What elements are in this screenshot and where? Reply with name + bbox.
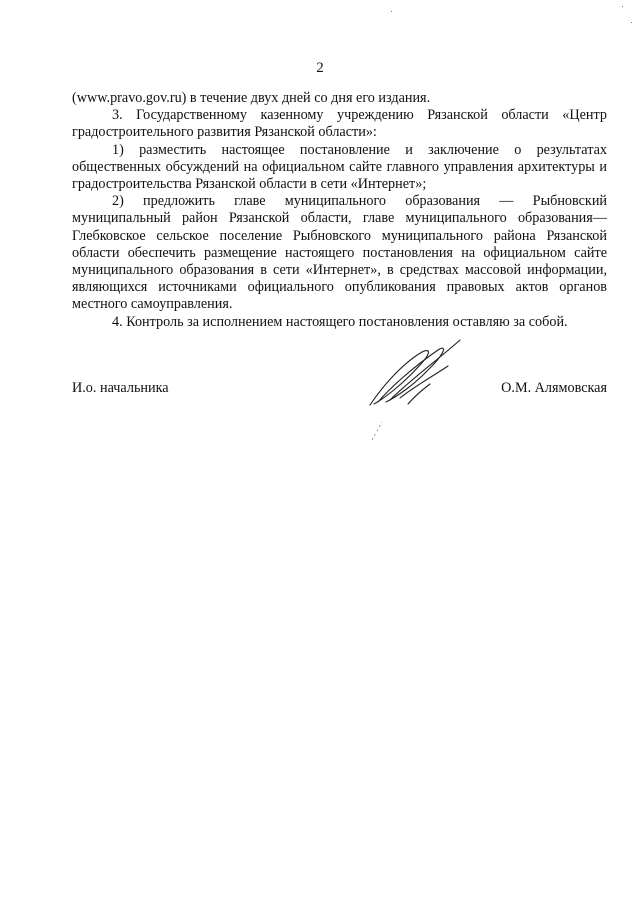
scan-speck xyxy=(631,22,632,23)
paragraph-subitem-1: 1) разместить настоящее постановление и заключение о результатах общественных обсуждений на официальном сайте главного управления архитектуры и градостроительства Рязанской области в сети «Интернет»; xyxy=(72,141,607,193)
scan-speck xyxy=(391,11,392,12)
document-body xyxy=(72,90,607,331)
scan-speck xyxy=(622,6,623,7)
paragraph-continuation: (www.pravo.gov.ru) в течение двух дней со дня его издания. xyxy=(72,90,431,106)
paragraph-subitem-2: 2) предложить главе муниципального образования — Рыбновский муниципальный район Рязанской области, главе муниципального образования— Глебковское сельское поселение Рыбновского муниципального района Рязанской области обеспечить размещение настоящего постановления на официальном сайте муниципального образования в сети «Интернет», в средствах массовой информации, являющихся источниками официального опубликования правовых актов органов местного самоуправления. xyxy=(72,193,607,313)
signature-block xyxy=(72,380,607,400)
paragraph-item-4: 4. Контроль за исполнением настоящего постановления оставляю за собой. xyxy=(112,313,568,330)
paragraph-item-3: 3. Государственному казенному учреждению Рязанской области «Центр градостроительного развития Рязанской области»: xyxy=(72,107,607,141)
signatory-name: О.М. Алямовская xyxy=(501,380,607,396)
handwritten-signature xyxy=(360,330,480,450)
signatory-position: И.о. начальника xyxy=(72,380,169,396)
page-number: 2 xyxy=(316,60,324,76)
